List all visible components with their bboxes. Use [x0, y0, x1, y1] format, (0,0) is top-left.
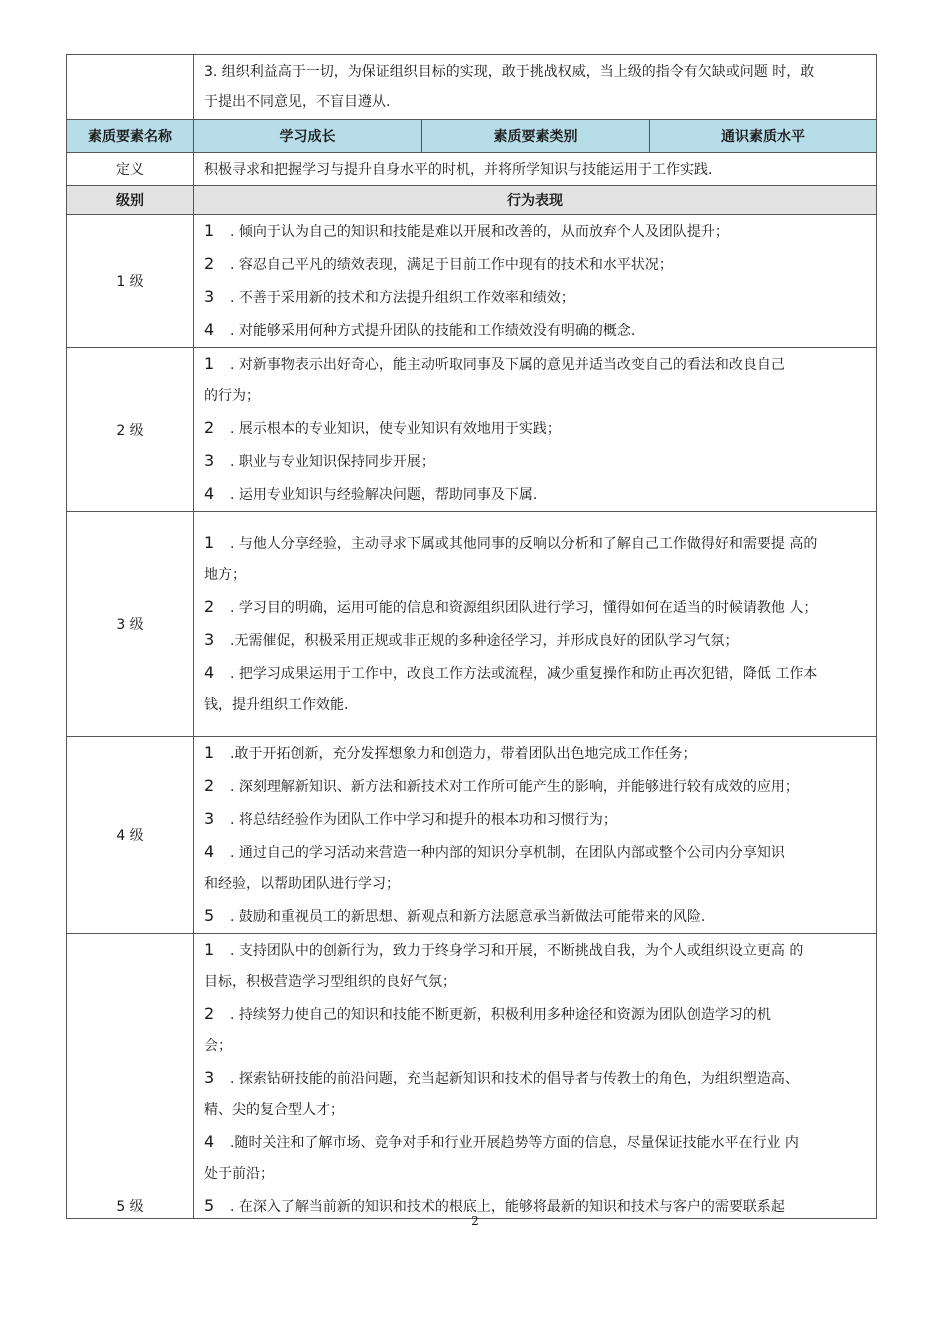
- behavior-item-line: [194, 1095, 876, 1126]
- item-text: 的行为；: [204, 388, 260, 404]
- behavior-cell: [194, 737, 877, 934]
- behavior-item-line: [194, 478, 876, 511]
- item-text: 和经验，以帮助团队进行学习；: [204, 876, 400, 892]
- item-text: 处于前沿；: [204, 1166, 274, 1182]
- level-label: 2 级: [67, 348, 194, 512]
- top-continuation-cell: [194, 55, 877, 120]
- item-text: 目标，积极营造学习型组织的良好气氛；: [204, 974, 456, 990]
- item-number: 3: [204, 630, 215, 649]
- item-text: . 对新事物表示出好奇心，能主动听取同事及下属的意见并适当改变自己的看法和改良自己: [230, 357, 785, 373]
- item-number: 1: [204, 354, 215, 373]
- page-number: 2: [471, 1214, 479, 1228]
- item-number: 2: [204, 597, 215, 616]
- item-number: 2: [204, 254, 215, 273]
- behavior-column-header: 行为表现: [194, 186, 877, 215]
- level-row: [67, 215, 877, 348]
- item-number: 3: [204, 451, 215, 470]
- definition-text: 积极寻求和把握学习与提升自身水平的时机，并将所学知识与技能运用于工作实践.: [194, 153, 877, 186]
- definition-row: [67, 153, 877, 186]
- behavior-list: [194, 527, 876, 721]
- behavior-item-line: [194, 412, 876, 445]
- level-label: 5 级: [67, 934, 194, 1219]
- item-text: 钱，提升组织工作效能.: [204, 697, 349, 713]
- item-number: 1: [204, 221, 215, 240]
- behavior-item-line: [194, 381, 876, 412]
- level-row: [67, 512, 877, 737]
- behavior-item-line: [194, 314, 876, 347]
- behavior-item-line: [194, 934, 876, 967]
- behavior-list: [194, 737, 876, 933]
- item-number: 1: [204, 533, 215, 552]
- behavior-item-line: [194, 770, 876, 803]
- item-text: . 在深入了解当前新的知识和技术的根底上，能够将最新的知识和技术与客户的需要联系起: [230, 1199, 785, 1215]
- behavior-cell: [194, 215, 877, 348]
- item-number: 3: [204, 1068, 215, 1087]
- item-text: . 职业与专业知识保持同步开展；: [230, 454, 435, 470]
- item-number: 4: [204, 1132, 215, 1151]
- item-text: . 学习目的明确，运用可能的信息和资源组织团队进行学习，懂得如何在适当的时候请教他 人；: [230, 600, 818, 616]
- behavior-cell: [194, 512, 877, 737]
- behavior-item-line: [194, 591, 876, 624]
- item-text: . 通过自己的学习活动来营造一种内部的知识分享机制，在团队内部或整个公司内分享知识: [230, 845, 785, 861]
- behavior-item-line: [194, 445, 876, 478]
- behavior-cell: [194, 934, 877, 1219]
- item-number: 1: [204, 743, 215, 762]
- level-row: [67, 934, 877, 1219]
- behavior-item-line: [194, 1159, 876, 1190]
- item-text: 精、尖的复合型人才；: [204, 1102, 344, 1118]
- element-name-value: 学习成长: [194, 120, 422, 153]
- item-text: . 将总结经验作为团队工作中学习和提升的根本功和习惯行为；: [230, 812, 617, 828]
- behavior-item-line: [194, 803, 876, 836]
- item-number: 2: [204, 776, 215, 795]
- top-line-0: 3. 组织利益高于一切，为保证组织目标的实现，敢于挑战权威，当上级的指令有欠缺或问题 时，敢: [204, 64, 815, 80]
- element-type-value: 通识素质水平: [650, 120, 877, 153]
- behavior-list: [194, 348, 876, 511]
- level-row: [67, 737, 877, 934]
- behavior-item-line: [194, 690, 876, 721]
- behavior-item-line: [194, 900, 876, 933]
- behavior-item-line: [194, 967, 876, 998]
- behavior-item-line: [194, 1062, 876, 1095]
- item-number: 3: [204, 809, 215, 828]
- item-number: 4: [204, 484, 215, 503]
- item-text: . 对能够采用何种方式提升团队的技能和工作绩效没有明确的概念.: [230, 323, 636, 339]
- top-line-1: 于提出不同意见，不盲目遵从.: [204, 94, 391, 110]
- level-row: [67, 348, 877, 512]
- behavior-item-line: [194, 215, 876, 248]
- item-text: . 不善于采用新的技术和方法提升组织工作效率和绩效；: [230, 290, 575, 306]
- item-number: 2: [204, 418, 215, 437]
- element-type-label: 素质要素类别: [422, 120, 650, 153]
- item-text: . 容忍自己平凡的绩效表现，满足于目前工作中现有的技术和水平状况；: [230, 257, 673, 273]
- behavior-item-line: [194, 1190, 876, 1215]
- competency-table: [66, 54, 877, 1219]
- item-text: . 倾向于认为自己的知识和技能是难以开展和改善的，从而放弃个人及团队提升；: [230, 224, 729, 240]
- item-text: . 探索钻研技能的前沿问题，充当起新知识和技术的倡导者与传教士的角色，为组织塑造高、: [230, 1071, 799, 1087]
- item-number: 3: [204, 287, 215, 306]
- element-name-label: 素质要素名称: [67, 120, 194, 153]
- item-number: 4: [204, 842, 215, 861]
- behavior-item-line: [194, 869, 876, 900]
- behavior-item-line: [194, 998, 876, 1031]
- header-row: [67, 120, 877, 153]
- behavior-item-line: [194, 737, 876, 770]
- level-column-header: 级别: [67, 186, 194, 215]
- level-label: 3 级: [67, 512, 194, 737]
- behavior-item-line: [194, 657, 876, 690]
- item-number: 4: [204, 663, 215, 682]
- item-text: .无需催促，积极采用正规或非正规的多种途径学习，并形成良好的团队学习气氛；: [230, 633, 739, 649]
- item-number: 2: [204, 1004, 215, 1023]
- behavior-item-line: [194, 281, 876, 314]
- level-label: 4 级: [67, 737, 194, 934]
- item-text: . 把学习成果运用于工作中，改良工作方法或流程，减少重复操作和防止再次犯错，降低 工作本: [230, 666, 818, 682]
- item-text: . 持续努力使自己的知识和技能不断更新，积极利用多种途径和资源为团队创造学习的机: [230, 1007, 771, 1023]
- behavior-cell: [194, 348, 877, 512]
- behavior-item-line: [194, 836, 876, 869]
- definition-label: 定义: [67, 153, 194, 186]
- item-text: . 展示根本的专业知识，使专业知识有效地用于实践；: [230, 421, 561, 437]
- item-number: 1: [204, 940, 215, 959]
- item-text: . 深刻理解新知识、新方法和新技术对工作所可能产生的影响，并能够进行较有成效的应用；: [230, 779, 799, 795]
- behavior-item-line: [194, 1031, 876, 1062]
- behavior-item-line: [194, 248, 876, 281]
- item-text: . 运用专业知识与经验解决问题，帮助同事及下属.: [230, 487, 538, 503]
- column-header-row: [67, 186, 877, 215]
- behavior-list: [194, 215, 876, 347]
- item-text: 地方；: [204, 567, 246, 583]
- item-text: .随时关注和了解市场、竞争对手和行业开展趋势等方面的信息，尽量保证技能水平在行业 内: [230, 1135, 799, 1151]
- behavior-item-line: [194, 527, 876, 560]
- behavior-item-line: [194, 560, 876, 591]
- level-label: 1 级: [67, 215, 194, 348]
- behavior-item-line: [194, 348, 876, 381]
- item-text: 会；: [204, 1038, 232, 1054]
- item-text: . 与他人分享经验，主动寻求下属或其他同事的反响以分析和了解自己工作做得好和需要提 高的: [230, 536, 818, 552]
- top-continuation-row: [67, 55, 877, 120]
- behavior-list: [194, 934, 876, 1215]
- behavior-item-line: [194, 1126, 876, 1159]
- item-number: 4: [204, 320, 215, 339]
- item-number: 5: [204, 906, 215, 925]
- item-text: . 支持团队中的创新行为，致力于终身学习和开展，不断挑战自我，为个人或组织设立更高 的: [230, 943, 804, 959]
- item-text: . 鼓励和重视员工的新思想、新观点和新方法愿意承当新做法可能带来的风险.: [230, 909, 706, 925]
- item-number: 5: [204, 1196, 215, 1215]
- behavior-item-line: [194, 624, 876, 657]
- item-text: .敢于开拓创新，充分发挥想象力和创造力，带着团队出色地完成工作任务；: [230, 746, 697, 762]
